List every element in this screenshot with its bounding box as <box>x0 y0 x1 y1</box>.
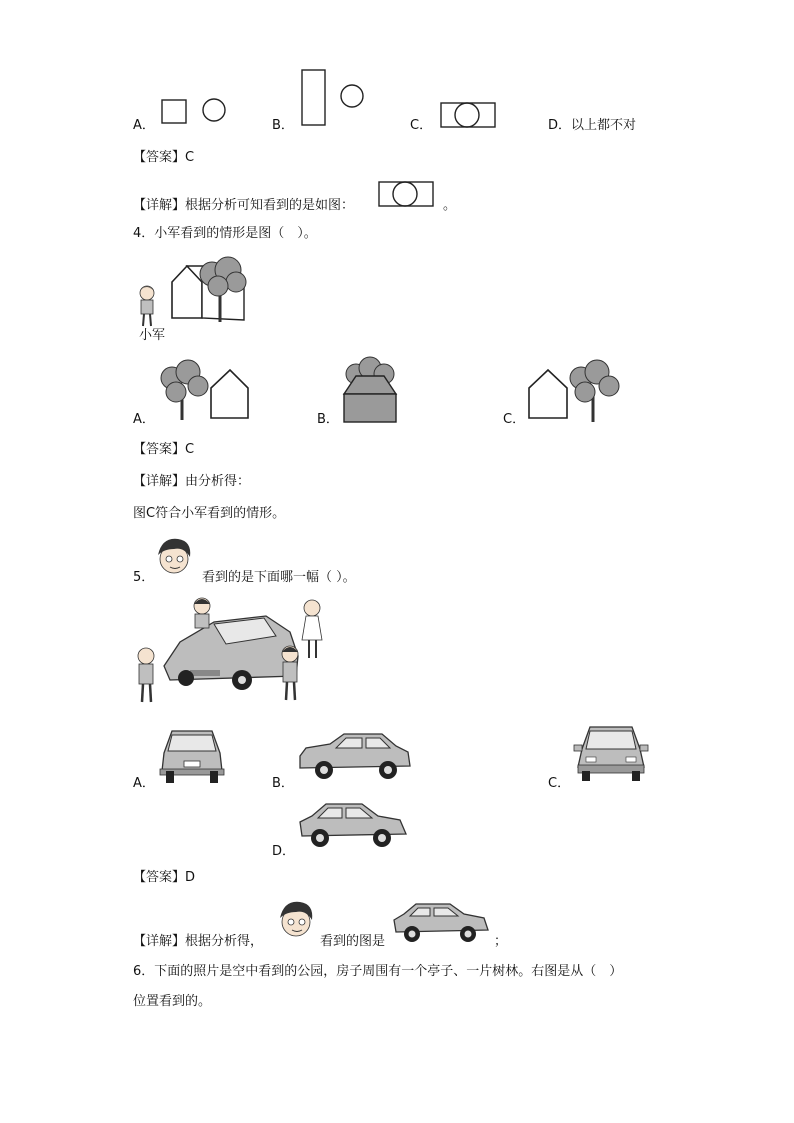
q4-option-a-label: A． <box>133 412 155 427</box>
q4-option-c-figure <box>527 360 622 424</box>
q4-detail-2: 图C符合小军看到的情形。 <box>133 506 286 521</box>
q4-detail: 【详解】由分析得： <box>133 474 251 489</box>
q4-question: 4．小军看到的情形是图（ ）。 <box>133 226 317 241</box>
q6-line-2: 位置看到的。 <box>133 994 212 1009</box>
q3-option-a-label: A． <box>133 118 155 133</box>
q5-detail-car-figure <box>390 900 492 946</box>
q5-detail-boy-face-figure <box>272 896 322 944</box>
q4-answer: 【答案】C <box>133 442 195 457</box>
q3-detail: 【详解】根据分析可知看到的是如图： <box>133 198 355 213</box>
q3-option-b-figure <box>300 68 370 128</box>
q5-boy-face-figure <box>150 533 200 581</box>
q5-detail-middle: 看到的图是 <box>320 934 386 949</box>
q5-detail-prefix: 【详解】根据分析得， <box>133 934 264 949</box>
q3-option-d-label: D．以上都不对 <box>548 118 637 133</box>
q5-option-d-figure <box>296 800 410 852</box>
q3-answer: 【答案】C <box>133 150 195 165</box>
q5-option-c-figure <box>572 723 650 783</box>
q5-detail-end: ； <box>494 934 508 949</box>
q5-option-d-label: D． <box>272 844 296 859</box>
q5-option-a-label: A． <box>133 776 155 791</box>
q3-option-a-figure <box>160 97 230 127</box>
q3-option-c-figure <box>440 101 498 129</box>
q4-scene-figure <box>130 252 250 332</box>
q5-option-b-figure <box>296 730 414 782</box>
q4-option-b-label: B． <box>317 412 339 427</box>
q5-option-c-label: C． <box>548 776 571 791</box>
q4-option-a-figure <box>158 360 253 422</box>
q5-scene-figure <box>130 596 330 711</box>
q4-option-c-label: C． <box>503 412 526 427</box>
q5-option-a-figure <box>158 725 226 785</box>
q5-number: 5． <box>133 570 155 585</box>
q6-line-1: 6．下面的照片是空中看到的公园，房子周围有一个亭子、一片树林。右图是从（ ） <box>133 964 623 979</box>
q5-option-b-label: B． <box>272 776 294 791</box>
q3-option-b-label: B． <box>272 118 294 133</box>
q4-boy-label: 小军 <box>139 328 166 343</box>
q5-question: 看到的是下面哪一幅（ ）。 <box>202 570 356 585</box>
q3-detail-figure <box>378 180 436 208</box>
q3-detail-end: 。 <box>443 198 457 213</box>
q3-option-c-label: C． <box>410 118 433 133</box>
q4-option-b-figure <box>340 356 400 424</box>
q5-answer: 【答案】D <box>133 870 196 885</box>
